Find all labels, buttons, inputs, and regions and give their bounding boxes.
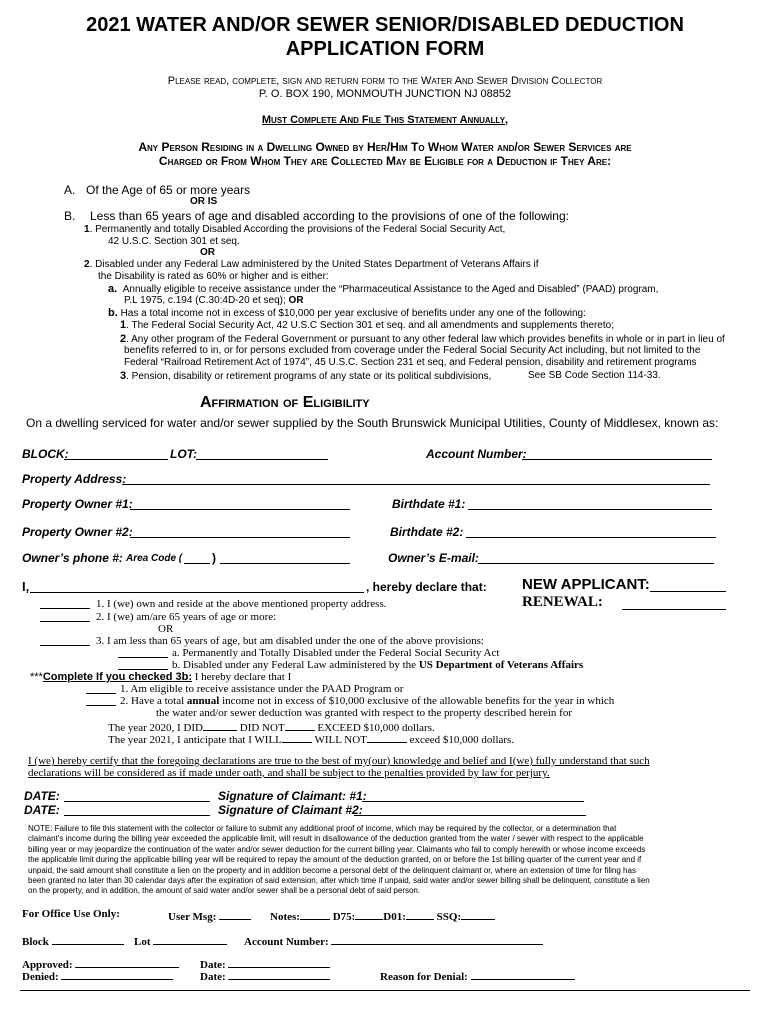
condition2-annual: annual: [186, 695, 220, 707]
b1-text: . Permanently and totally Disabled According the provisions of the Federal Social Security Act,: [89, 224, 506, 235]
mailing-address: P. O. BOX 190, MONMOUTH JUNCTION NJ 08852: [258, 88, 512, 100]
year-2021-willnot-field[interactable]: [367, 731, 407, 743]
affirmation-heading: Affirmation of Eligibility: [200, 394, 370, 411]
or-text-1: OR: [200, 247, 215, 258]
declaration2-text: 2. I (we) am/are 65 years of age or more:: [96, 611, 277, 623]
complete-if-3b: [30, 671, 291, 683]
year-2020-didnot-field[interactable]: [285, 719, 315, 731]
year-2020-did-field[interactable]: [203, 719, 237, 731]
notes-label: Notes:: [270, 911, 300, 923]
bb3-code-reference: See SB Code Section 114-33.: [528, 370, 661, 381]
approved-field[interactable]: [75, 956, 179, 968]
approved-label: Approved:: [22, 959, 73, 971]
denied-field[interactable]: [61, 968, 173, 980]
office-denied: [22, 968, 173, 983]
declaration3b-text: [172, 659, 583, 671]
declarant-name-field[interactable]: [30, 580, 364, 593]
signature1-field[interactable]: [362, 790, 584, 802]
block-field[interactable]: [64, 448, 168, 460]
birthdate1-label: Birthdate #1:: [392, 497, 466, 511]
bb2-line3: Federal “Railroad Retirement Act of 1974”, 45 U.S.C. Section 231 et seq, and Federal pension, disability and retirement programs: [124, 357, 697, 368]
affirmation-intro: On a dwelling serviced for water and/or sewer supplied by the South Brunswick Municipal Utilities, County of Middlesex, known as:: [26, 416, 719, 430]
office-account: [244, 933, 543, 948]
birthdate2-label: Birthdate #2:: [390, 525, 464, 539]
office-block: [22, 933, 124, 948]
bb-line1: [108, 307, 586, 319]
note-line: unpaid, the said amount shall constitute a lien on the property and in addition become a personal debt of the delinquent claimant or, where an extension of time for filing has: [28, 865, 636, 875]
bb1-number: 1: [120, 319, 127, 331]
declaration3-check[interactable]: [40, 634, 90, 646]
office-codes: [270, 908, 495, 923]
office-lot: [134, 933, 227, 948]
condition2-post: income not in excess of $10,000 exclusive of the allowable benefits for the year in which: [219, 695, 615, 707]
year-2020-didnot: DID NOT: [237, 722, 285, 734]
eligibility-intro-line2: Charged or From Whom They are Collected May be Eligible for a Deduction if They Are:: [158, 154, 612, 168]
complete-prefix: ***: [30, 671, 43, 683]
lot-field[interactable]: [196, 448, 328, 460]
year-2021-line: [108, 731, 514, 746]
note-line: NOTE: Failure to file this statement with the collector or failure to submit any additional proof of income, which may be required by the collector, or a determination that: [28, 824, 617, 833]
year-2020-exceed: EXCEED $10,000 dollars.: [314, 722, 435, 734]
reason-field[interactable]: [471, 968, 575, 980]
complete-text: I hereby declare that I: [192, 671, 292, 683]
new-applicant-label: NEW APPLICANT:: [522, 576, 650, 593]
account-number-label: Account Number:: [426, 447, 527, 461]
property-address-field[interactable]: [122, 473, 710, 485]
note-paragraph: [28, 824, 650, 897]
office-account-label: Account Number:: [244, 936, 329, 948]
date1-field[interactable]: [64, 790, 210, 802]
signature2-label: Signature of Claimant #2:: [218, 803, 363, 817]
office-date2-field[interactable]: [228, 968, 330, 980]
declaration2-check[interactable]: [40, 610, 90, 622]
d75-field[interactable]: [355, 908, 383, 920]
office-user-msg: [168, 908, 251, 923]
office-block-label: Block: [22, 936, 49, 948]
date2-field[interactable]: [64, 804, 210, 816]
condition2-line2: the water and/or sewer deduction was granted with respect to the property described herein for: [156, 707, 573, 719]
note-line: billing year or may jeopardize the continuation of the water and/or sewer deduction for the current billing year. Claimants who fail to comply herewith or whose income exceeds: [28, 844, 646, 854]
denied-label: Denied:: [22, 971, 59, 983]
office-use-label: For Office Use Only:: [22, 908, 120, 920]
condition1-check[interactable]: [86, 682, 116, 694]
owner1-field[interactable]: [130, 498, 350, 510]
notes-field[interactable]: [300, 908, 330, 920]
must-complete-text: Must Complete And File This Statement Annually,: [261, 114, 509, 126]
ba-text: Annually eligible to receive assistance under the “Pharmaceutical Assistance to the Aged and Disabled” (PAAD) program,: [122, 284, 659, 295]
owner2-field[interactable]: [130, 526, 350, 538]
account-number-field[interactable]: [522, 448, 712, 460]
b2-text: . Disabled under any Federal Law administered by the United States Department of Veterans Affairs if: [89, 259, 539, 270]
bb-marker: b.: [108, 307, 118, 319]
d75-label: D75:: [332, 911, 356, 923]
year-2021-exceed: exceed $10,000 dollars.: [406, 734, 515, 746]
office-account-field[interactable]: [331, 933, 543, 945]
email-field[interactable]: [478, 552, 714, 564]
bb3-line: [120, 370, 491, 382]
ba-or: OR: [288, 295, 304, 306]
b1-number: 1: [84, 224, 90, 235]
bb2-line2: benefits referred to in, or for persons excluded from coverage under the Federal Social Security Act including, but not limited to the: [124, 345, 701, 356]
declaration3b-check[interactable]: [118, 658, 168, 670]
eligibility-intro-line1: Any Person Residing in a Dwelling Owned by Her/Him To Whom Water and/or Sewer Services are: [138, 140, 632, 154]
phone-field[interactable]: [220, 552, 350, 564]
declaration3a-check[interactable]: [118, 646, 168, 658]
certification-line2: declarations will be considered as if made under oath, and shall be subject to the penalties provided by law for perjury.: [28, 767, 550, 779]
b2-number: 2: [84, 259, 90, 270]
declarant-label: I,: [22, 579, 30, 594]
declaration3a-text: a. Permanently and Totally Disabled under the Federal Social Security Act: [172, 647, 500, 659]
option-b-marker: B.: [64, 209, 76, 223]
bb1-line: [120, 319, 614, 331]
user-msg-label: User Msg:: [168, 911, 217, 923]
renewal-field[interactable]: [622, 598, 726, 610]
ba-line2-text: P.L 1975, c.194 (C.30:4D-20 et seq);: [124, 295, 289, 306]
certification-line1: I (we) hereby certify that the foregoing declarations are true to the best of my(our) knowledge and belief and I(we) fully understand that such: [28, 755, 650, 767]
declaration1-check[interactable]: [40, 597, 90, 609]
bb3-text: . Pension, disability or retirement programs of any state or its political subdivisions,: [126, 371, 492, 382]
user-msg-field[interactable]: [219, 908, 251, 920]
form-title-line2: APPLICATION FORM: [285, 38, 485, 60]
bb3-number: 3: [120, 370, 127, 382]
signature2-field[interactable]: [354, 804, 586, 816]
lot-label: LOT:: [170, 447, 198, 461]
option-b-text: Less than 65 years of age and disabled according to the provisions of one of the following:: [90, 209, 569, 223]
office-date2-label: Date:: [200, 971, 226, 983]
bb1-text: . The Federal Social Security Act, 42 U.S.C Section 301 et seq. and all amendments and supplements thereto;: [126, 320, 614, 331]
note-line: claimant's income during the billing year exceeded the applicable limit, will result in disallowance of the deduction granted from the water / sewer with respect to the applicable: [28, 834, 644, 844]
instruction-text: Please read, complete, sign and return form to the Water And Sewer Division Collector: [167, 75, 603, 87]
birthdate2-field[interactable]: [466, 526, 716, 538]
year-2021-willnot: WILL NOT: [311, 734, 367, 746]
phone-label: Owner’s phone #:: [22, 551, 123, 565]
bottom-rule: [20, 990, 750, 991]
year-2020-did: The year 2020, I DID: [108, 722, 203, 734]
email-label: Owner’s E-mail:: [388, 551, 479, 565]
ba-line2: [124, 295, 304, 306]
office-date2: [200, 968, 330, 983]
option-a-text: Of the Age of 65 or more years: [86, 183, 251, 197]
office-date1-field[interactable]: [228, 956, 330, 968]
declaration3b-agency: US Department of Veterans Affairs: [418, 659, 584, 671]
note-line: been granted no later than 30 calendar days after the expiration of said extension, after which time if unpaid, said water and/or sewer billing shall be delinquent, constitute a lien: [28, 876, 650, 886]
ba-marker: a.: [108, 283, 118, 295]
option-a-marker: A.: [64, 183, 76, 197]
year-2021-will: The year 2021, I anticipate that I WILL: [108, 734, 282, 746]
d01-label: D01:: [383, 911, 406, 923]
declaration1-text: 1. I (we) own and reside at the above mentioned property address.: [96, 598, 387, 610]
bb2-text: . Any other program of the Federal Government or pursuant to any other federal law which provides benefits in whole or in part in lieu of: [126, 334, 725, 345]
form-title-line1: 2021 WATER AND/OR SEWER SENIOR/DISABLED DEDUCTION: [86, 14, 684, 36]
condition2-text: [120, 695, 614, 707]
signature1-label: Signature of Claimant: #1:: [218, 789, 367, 803]
note-line: on the property, and in addition, the amount of said water and/or sewer shall be a personal debt of said person.: [28, 886, 421, 896]
bb2-number: 2: [120, 333, 127, 345]
office-lot-label: Lot: [134, 936, 151, 948]
owner2-label: Property Owner #2:: [22, 525, 133, 539]
b1-line1: [84, 224, 505, 235]
owner1-label: Property Owner #1:: [22, 497, 133, 511]
complete-label: Complete If you checked 3b:: [42, 671, 192, 683]
office-lot-field[interactable]: [153, 933, 227, 945]
ssq-field[interactable]: [461, 908, 495, 920]
b2-line1: [84, 259, 539, 270]
b2-line2: the Disability is rated as 60% or higher and is either:: [98, 271, 329, 282]
property-address-label: Property Address:: [22, 472, 127, 486]
hereby-declare-text: , hereby declare that:: [366, 580, 487, 594]
ba-line1: [108, 283, 658, 295]
office-reason: [380, 968, 575, 983]
condition2-pre: 2. Have a total: [120, 695, 187, 707]
bb2-line1: [120, 333, 725, 345]
condition1-text: 1. Am eligible to receive assistance under the PAAD Program or: [120, 683, 404, 695]
declaration3b-pre: b. Disabled under any Federal Law administered by the: [172, 659, 419, 671]
birthdate1-field[interactable]: [468, 498, 712, 510]
declaration-or: OR: [158, 623, 174, 635]
condition2-check[interactable]: [86, 694, 116, 706]
area-code-close: ): [212, 551, 216, 565]
d01-field[interactable]: [406, 908, 434, 920]
bb-text: Has a total income not in excess of $10,000 per year exclusive of benefits under any one of the following:: [120, 308, 586, 319]
new-applicant-field[interactable]: [650, 580, 726, 592]
year-2021-will-field[interactable]: [282, 731, 312, 743]
office-block-field[interactable]: [52, 933, 124, 945]
reason-label: Reason for Denial:: [380, 971, 468, 983]
area-code-field[interactable]: [184, 552, 210, 564]
renewal-label: RENEWAL:: [522, 594, 603, 610]
block-label: BLOCK:: [22, 447, 69, 461]
date2-label: DATE:: [24, 803, 60, 817]
office-date1-label: Date:: [200, 959, 226, 971]
b1-line2: 42 U.S.C. Section 301 et seq.: [108, 236, 240, 247]
note-line: the applicable limit during the applicable billing year will be required to repay the amount of the deduction granted, on or before the 1st billing quarter of the current year and if: [28, 855, 642, 865]
declaration3-text: 3. I am less than 65 years of age, but am disabled under the one of the above provisions:: [96, 635, 484, 647]
area-code-label: Area Code (: [126, 553, 183, 564]
date1-label: DATE:: [24, 789, 60, 803]
ssq-label: SSQ:: [436, 911, 462, 923]
or-is-text: OR IS: [190, 196, 218, 207]
